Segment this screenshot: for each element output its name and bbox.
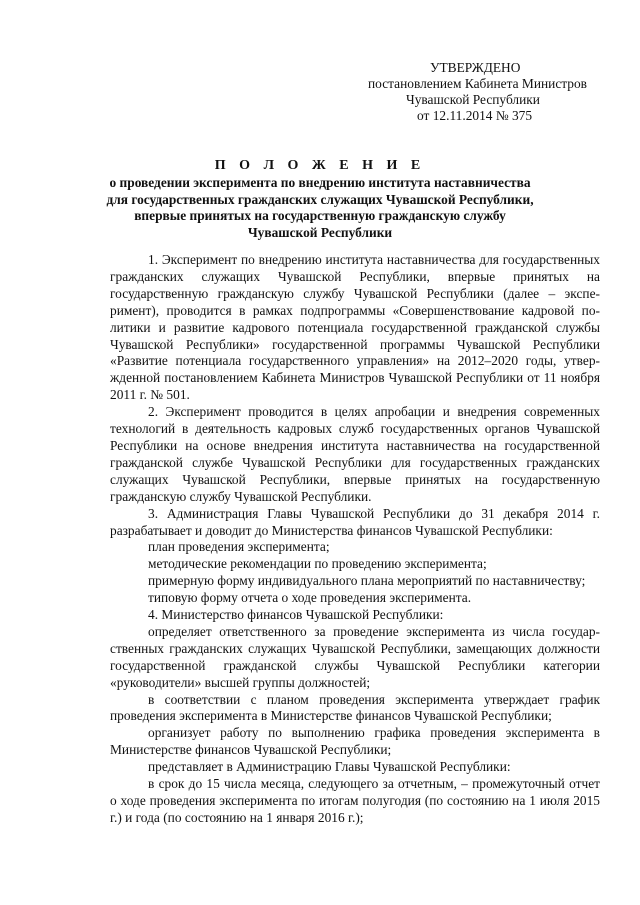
document-body (110, 252, 600, 827)
list-item: в соответствии с планом проведения эксперимента утверждает график проведения эксперимента в Министерстве финансов Чувашской Республики; (110, 691, 600, 724)
approval-stamp (368, 60, 618, 124)
list-item: типовую форму отчета о ходе проведения эксперимента. (148, 590, 472, 606)
list-item: примерную форму индивидуального плана мероприятий по наставничеству; (148, 573, 586, 589)
paragraph-1: 1. Эксперимент по внедрению института наставничества для государственных гражданских служащих Чувашской Республики, впервые принятых на государственную гражданскую службу Чувашской Республики (далее – эксперимент), проводится в рамках подпрограммы «Совершенствование кадровой политики и развитие кадрового потенциала государственной гражданской службы Чувашской Республики» государственной программы Чувашской Республики «Развитие потенциала государственного управления» на 2012–2020 годы, утвержденной постановлением Кабинета Министров Чувашской Республики от 11 ноября 2011 г. № 501. (110, 252, 600, 403)
paragraph-2: 2. Эксперимент проводится в целях апробации и внедрения современных технологий в деятельность кадровых служб государственных органов Чувашской Республики на основе внедрения института наставничества на государственной гражданской службе Чувашской Республики для государственных гражданских служащих Чувашской Республики, впервые принятых на государственную гражданскую службу Чувашской Республики. (110, 404, 600, 504)
document-subtitle-line: впервые принятых на государственную гражданскую службу (134, 208, 506, 224)
approval-line-1: постановлением Кабинета Министров (368, 76, 587, 91)
list-item: методические рекомендации по проведению эксперимента; (148, 556, 487, 572)
approval-title: УТВЕРЖДЕНО (430, 60, 521, 75)
document-title: П О Л О Ж Е Н И Е (214, 158, 426, 173)
paragraph-4: 4. Министерство финансов Чувашской Республики: (148, 607, 444, 623)
approval-line-2: Чувашской Республики (406, 92, 540, 107)
approval-line-3: от 12.11.2014 № 375 (417, 108, 533, 123)
list-item: план проведения эксперимента; (148, 539, 330, 555)
document-subtitle-line: для государственных гражданских служащих Чувашской Республики, (106, 191, 534, 207)
list-item: в срок до 15 числа месяца, следующего за отчетным, – промежуточный отчет о ходе проведения эксперимента по итогам полугодия (по состоянию на 1 июля 2015 г.) и года (по состоянию на 1 января 2016 г.); (110, 776, 600, 825)
document-subtitle-line: Чувашской Республики (247, 224, 393, 240)
document-heading (70, 157, 570, 241)
list-item: представляет в Администрацию Главы Чувашской Республики: (148, 759, 511, 775)
document-subtitle-line: о проведении эксперимента по внедрению института наставничества (109, 175, 531, 190)
list-item: организует работу по выполнению графика проведения эксперимента в Министерстве финансов Чувашской Республики; (110, 725, 600, 758)
paragraph-3: 3. Администрация Главы Чувашской Республики до 31 декабря 2014 г. разрабатывает и доводит до Министерства финансов Чувашской Республики: (110, 505, 600, 538)
list-item: определяет ответственного за проведение эксперимента из числа государственных гражданских служащих Чувашской Республики, замещающих должности государственной гражданской службы Чувашской Республики категории «руководители» высшей группы должностей; (110, 623, 600, 690)
